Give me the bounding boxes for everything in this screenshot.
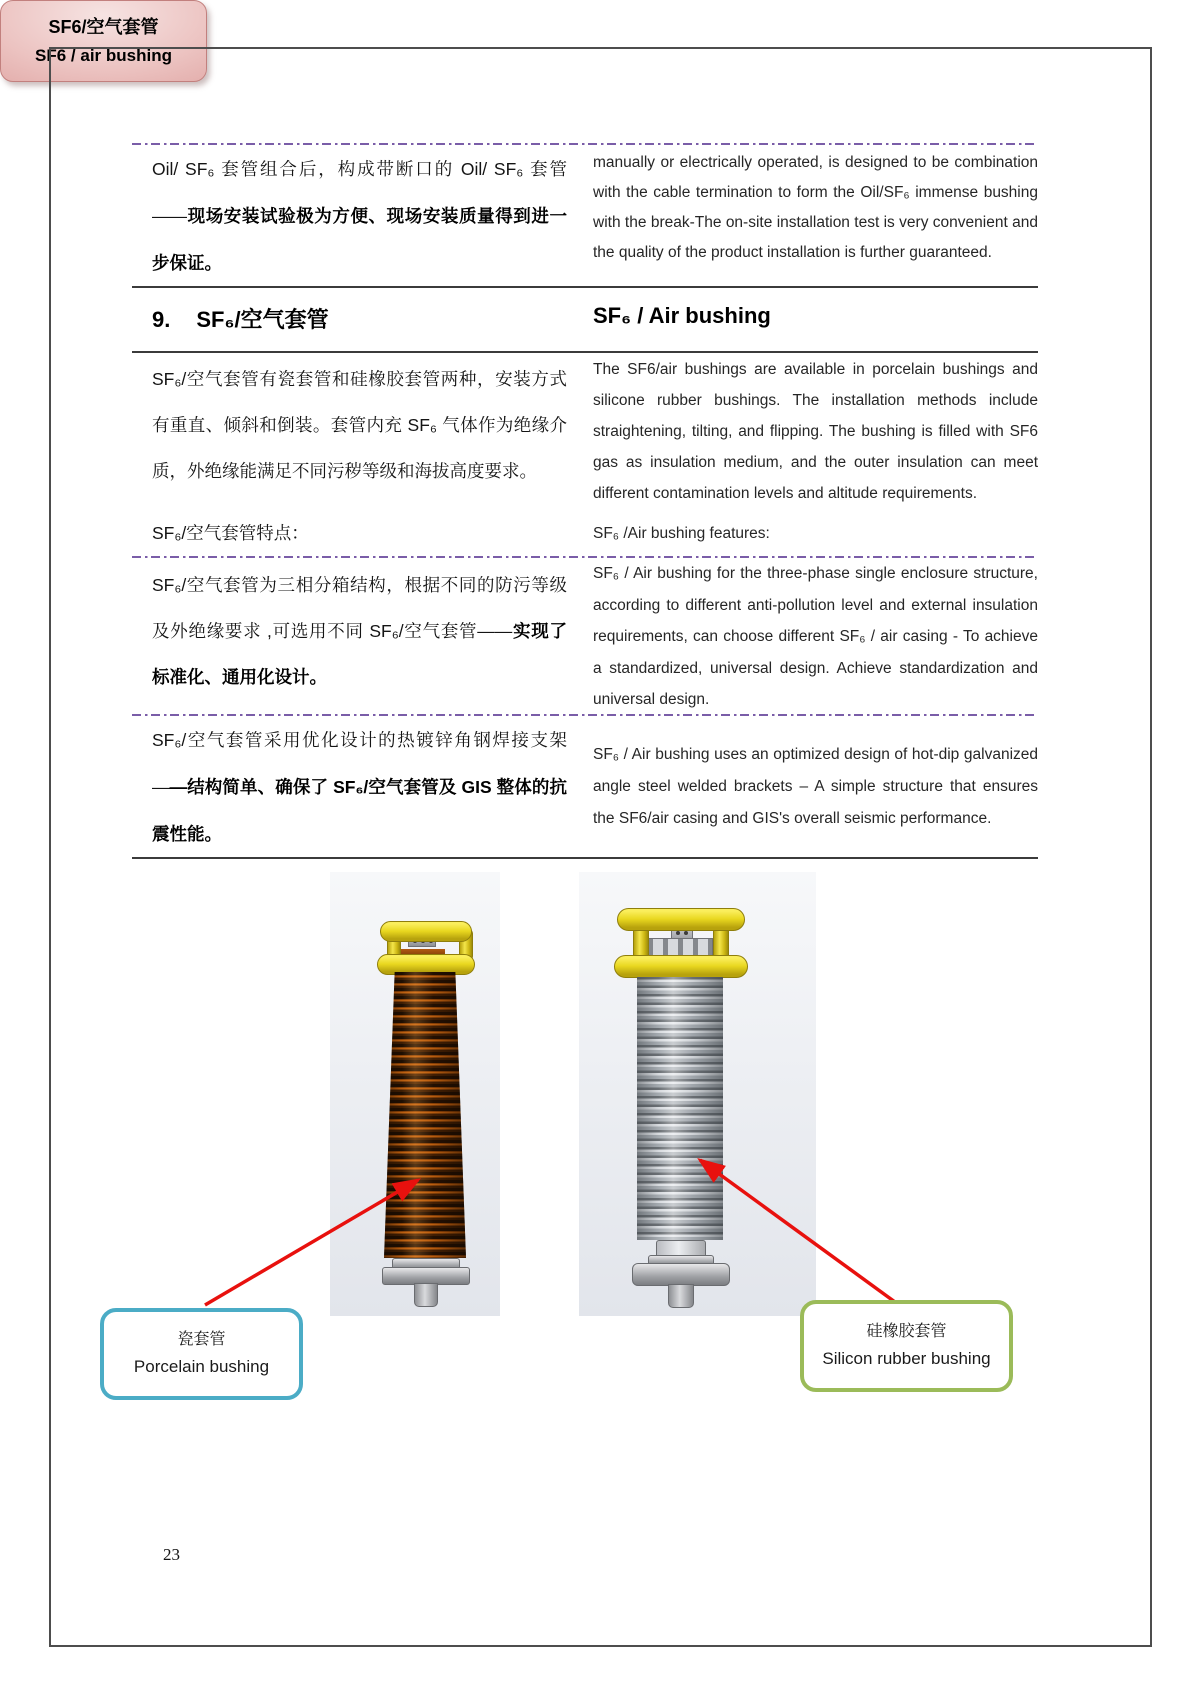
section-divider-dashed	[132, 143, 1038, 145]
porcelain-fin-stack	[384, 972, 466, 1258]
feature-standardization-cn-normal: SF₆/空气套管为三相分箱结构，根据不同的防污等级及外绝缘要求 ,可选用不同 SF₆/空气套管——	[152, 575, 567, 641]
center-label-cn: SF6/空气套管	[48, 17, 159, 37]
corona-ring-top	[617, 908, 745, 931]
porcelain-bushing-callout	[100, 1308, 303, 1400]
feature-standardization-cn	[152, 562, 567, 700]
corona-ring-bottom	[377, 954, 475, 975]
features-label-cn: SF₆/空气套管特点：	[152, 523, 309, 543]
section-heading-cn	[152, 303, 329, 334]
silicone-label-cn: 硅橡胶套管	[866, 1323, 947, 1340]
flange-lower	[632, 1263, 730, 1286]
overview-paragraph-en: The SF6/air bushings are available in porcelain bushings and silicone rubber bushings. The installation methods include straightening, tilting, and flipping. The bushing is filled with SF6 gas as insulation medium, and the outer insulation can meet different contamination levels and altitude requirements.	[593, 361, 1038, 502]
bottom-stub	[668, 1284, 694, 1308]
intro-cn-normal: Oil/ SF₆ 套管组合后，构成带断口的 Oil/ SF₆ 套管——	[152, 159, 567, 226]
porcelain-label-en: Porcelain bushing	[133, 1357, 270, 1376]
features-label-en: SF₆ /Air bushing features:	[593, 525, 770, 542]
silicone-label-en: Silicon rubber bushing	[822, 1349, 991, 1368]
intro-cn-bold: 现场安装试验极为方便、现场安装质量得到进一步保证。	[152, 206, 567, 273]
feature-bracket-cn	[152, 717, 567, 858]
center-label-en: SF6 / air bushing	[35, 46, 172, 65]
silicone-bushing-callout	[800, 1300, 1013, 1392]
section-heading-en: SF₆ / Air bushing	[593, 303, 771, 328]
corona-ring-top	[380, 921, 472, 942]
heading-rule-bottom	[132, 351, 1038, 353]
overview-paragraph-cn: SF₆/空气套管有瓷套管和硅橡胶套管两种，安装方式有重直、倾斜和倒装。套管内充 SF₆ 气体作为绝缘介质，外绝缘能满足不同污秽等级和海拔高度要求。	[152, 369, 567, 481]
page-number: 23	[163, 1545, 180, 1564]
bottom-stub	[414, 1283, 438, 1307]
feature-standardization-cn-bold: 实现了标准化、通用化设计。	[152, 621, 567, 687]
silicone-fin-stack	[637, 977, 723, 1240]
intro-paragraph-cn	[152, 146, 567, 287]
feature-standardization-en: SF₆ / Air bushing for the three-phase single enclosure structure, according to different anti-pollution level and external insulation requirements, can choose different SF₆ / air casing - To achieve a standardized, universal design. Achieve standardization and universal design.	[593, 565, 1038, 708]
intro-paragraph-en: manually or electrically operated, is designed to be combination with the cable termination to form the Oil/SF₆ immense bushing with the break-The on-site installation test is very convenient and the quality of the product installation is further guaranteed.	[593, 154, 1038, 261]
feature-bracket-en: SF₆ / Air bushing uses an optimized design of hot-dip galvanized angle steel welded brackets – A simple structure that ensures the SF6/air casing and GIS's overall seismic performance.	[593, 746, 1038, 827]
section-number: 9.	[152, 307, 171, 332]
feature-bracket-cn-normal: SF₆/空气套管采用优化设计的热镀锌角钢焊接支架—	[152, 730, 567, 797]
porcelain-label-cn: 瓷套管	[177, 1331, 226, 1348]
feature-bracket-cn-bold: —结构简单、确保了 SF₆/空气套管及 GIS 整体的抗震性能。	[152, 777, 567, 844]
section-title-cn: SF₆/空气套管	[196, 307, 329, 332]
corona-ring-bottom	[614, 955, 748, 978]
